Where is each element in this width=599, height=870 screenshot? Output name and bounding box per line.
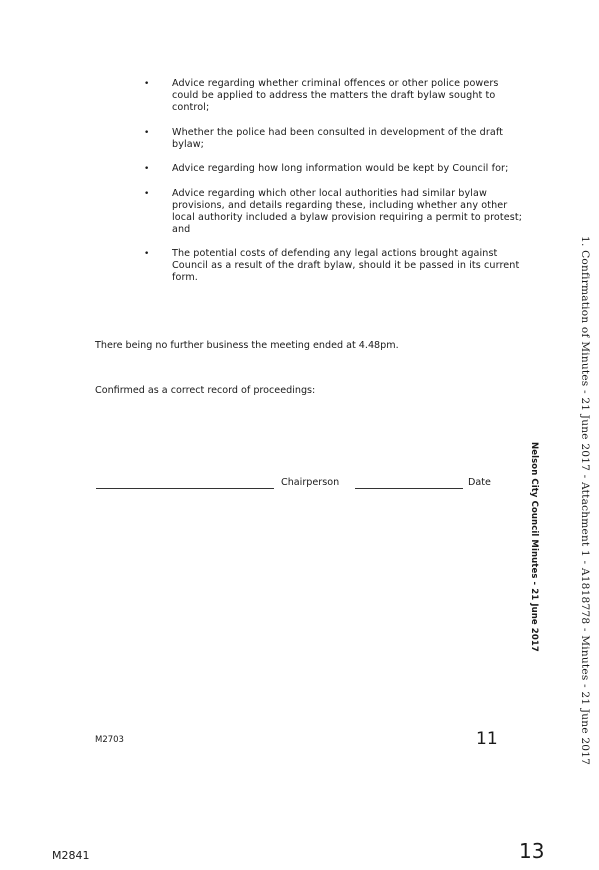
bullet-item [144,188,524,236]
inner-page-number: 11 [476,729,498,749]
confirmation-statement: Confirmed as a correct record of proceedings: [95,385,316,396]
date-label: Date [468,477,491,488]
bullet-text: Advice regarding which other local authorities had similar bylaw provisions, and details regarding these, including whether any other local authority included a bylaw provision requiring a permit to protest; and [172,187,523,235]
bullet-mark: • [144,127,150,138]
date-signature-line [355,488,463,489]
bullet-text: Whether the police had been consulted in development of the draft bylaw; [172,126,504,150]
bullet-mark: • [144,249,150,259]
bullet-item [144,163,524,175]
inner-document-code: M2703 [95,735,124,745]
chairperson-label: Chairperson [281,477,340,488]
closing-statement: There being no further business the meeting ended at 4.48pm. [95,340,399,351]
bullet-item [144,78,524,114]
outer-page-number: 13 [519,839,545,863]
bullet-mark: • [144,79,150,89]
inner-side-header: Nelson City Council Minutes - 21 June 2017 [529,442,539,652]
outer-side-header: 1. Confirmation of Minutes - 21 June 2017 - Attachment 1 - A1818778 - Minutes - 21 June 2017 [579,236,591,766]
bullet-text: Advice regarding how long information would be kept by Council for; [172,163,509,174]
bullet-mark: • [144,164,150,174]
bullet-list [144,78,524,297]
bullet-text: The potential costs of defending any legal actions brought against Council as a result of the draft bylaw, should it be passed in its current form. [172,248,520,283]
chairperson-signature-line [96,488,274,489]
bullet-item [144,127,524,151]
bullet-text: Advice regarding whether criminal offences or other police powers could be applied to address the matters the draft bylaw sought to control; [172,78,499,113]
outer-document-code: M2841 [52,849,90,862]
bullet-item [144,248,524,284]
bullet-mark: • [144,188,150,199]
